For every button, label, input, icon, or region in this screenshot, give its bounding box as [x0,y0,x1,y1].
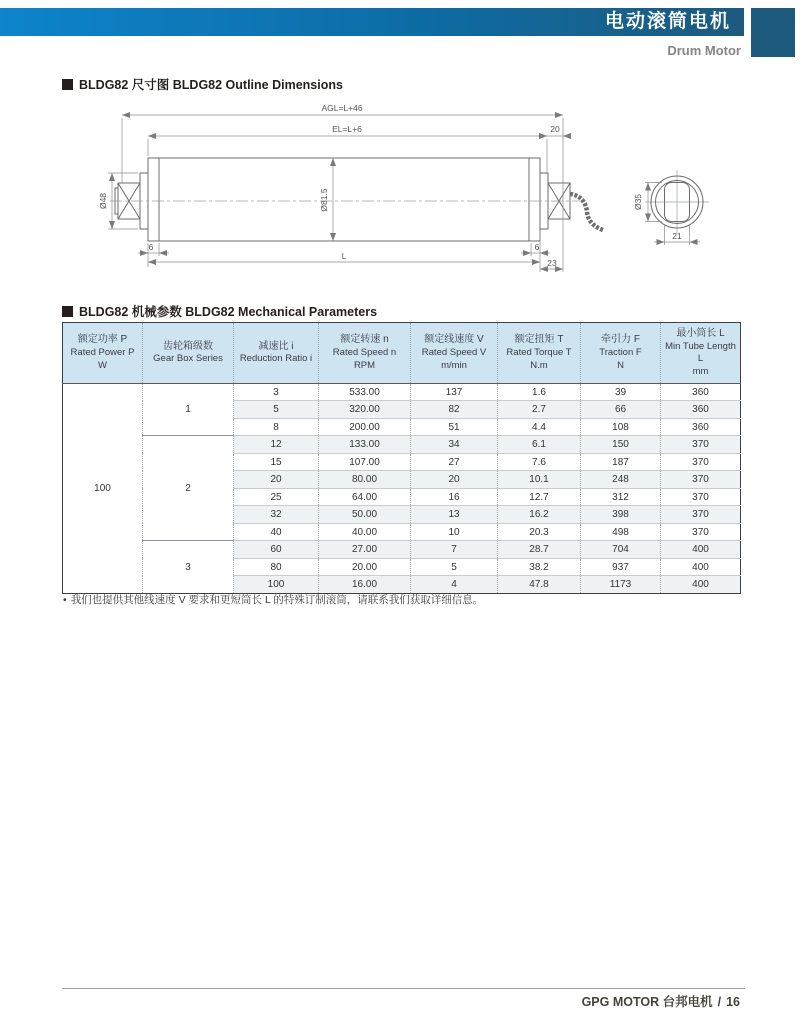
param-cell: 20.3 [498,523,581,541]
footer-separator: / [717,995,722,1009]
param-cell: 12 [234,436,319,454]
param-cell: 360 [661,383,741,401]
param-cell: 108 [581,418,661,436]
dim-label-agl: AGL=L+46 [321,103,363,113]
param-cell: 80.00 [319,471,411,489]
param-cell: 27 [411,453,498,471]
table-row [63,436,741,454]
footer-brand: GPG MOTOR 台邦电机 [581,995,713,1009]
param-cell: 16 [411,488,498,506]
dim-label-d81-5: Ø81.5 [319,188,329,212]
col-header-reduction-ratio: 减速比 i Reduction Ratio i [234,323,319,384]
page-subtitle: Drum Motor [667,43,741,58]
footer-divider [62,988,745,989]
param-cell: 2.7 [498,401,581,419]
param-cell: 498 [581,523,661,541]
param-cell: 50.00 [319,506,411,524]
param-cell: 20 [234,471,319,489]
dim-label-20: 20 [550,124,560,134]
param-cell: 16.2 [498,506,581,524]
param-cell: 82 [411,401,498,419]
table-row [63,383,741,401]
dim-label-L: L [341,251,347,261]
section-bullet-icon [62,306,73,317]
footnote-text: 我们也提供其他线速度 V 要求和更短筒长 L 的特殊订制滚筒，请联系我们获取详细信息。 [70,594,484,606]
param-cell: 400 [661,576,741,594]
param-cell: 7.6 [498,453,581,471]
param-cell: 4.4 [498,418,581,436]
param-cell: 150 [581,436,661,454]
dim-label-6-left: 6 [148,242,154,252]
param-cell: 13 [411,506,498,524]
footnote-bullet: • [63,594,67,606]
drum-body [148,158,540,241]
param-cell: 51 [411,418,498,436]
param-cell: 398 [581,506,661,524]
col-header-rated-power: 额定功率 P Rated Power P W [63,323,143,384]
col-header-line-speed: 额定线速度 V Rated Speed V m/min [411,323,498,384]
param-cell: 100 [234,576,319,594]
param-cell: 370 [661,453,741,471]
dim-label-23: 23 [547,258,557,268]
param-cell: 20 [411,471,498,489]
param-cell: 400 [661,541,741,559]
table-header-row [63,323,741,384]
section-heading-outline [62,75,343,93]
page-title: 电动滚筒电机 [604,11,731,32]
col-header-gearbox-series: 齿轮箱级数 Gear Box Series [143,323,234,384]
param-cell: 15 [234,453,319,471]
param-cell: 12.7 [498,488,581,506]
param-cell: 312 [581,488,661,506]
mechanical-parameters-table [62,322,741,594]
param-cell: 370 [661,506,741,524]
param-cell: 137 [411,383,498,401]
param-cell: 40 [234,523,319,541]
section-heading-outline-text: BLDG82 尺寸图 BLDG82 Outline Dimensions [79,78,343,92]
param-cell: 6.1 [498,436,581,454]
param-cell: 25 [234,488,319,506]
gearbox-series-cell: 3 [143,541,234,594]
param-cell: 3 [234,383,319,401]
param-cell: 133.00 [319,436,411,454]
param-cell: 10 [411,523,498,541]
param-cell: 360 [661,401,741,419]
param-cell: 80 [234,558,319,576]
param-cell: 40.00 [319,523,411,541]
footer [582,992,740,1010]
param-cell: 937 [581,558,661,576]
param-cell: 4 [411,576,498,594]
param-cell: 64.00 [319,488,411,506]
col-header-min-tube-length: 最小筒长 L Min Tube Length L mm [661,323,741,384]
param-cell: 1173 [581,576,661,594]
footnote [63,592,483,607]
param-cell: 370 [661,523,741,541]
dim-label-21: 21 [672,231,682,241]
col-header-traction: 牵引力 F Traction F N [581,323,661,384]
param-cell: 370 [661,488,741,506]
gearbox-series-cell: 2 [143,436,234,541]
param-cell: 187 [581,453,661,471]
table-row [63,541,741,559]
param-cell: 200.00 [319,418,411,436]
dim-label-el: EL=L+6 [332,124,362,134]
dim-label-d35: Ø35 [633,193,643,211]
param-cell: 32 [234,506,319,524]
header-corner-block [751,8,795,57]
col-header-rated-speed: 额定转速 n Rated Speed n RPM [319,323,411,384]
dim-label-6-right: 6 [534,242,540,252]
param-cell: 34 [411,436,498,454]
param-cell: 5 [411,558,498,576]
rated-power-cell: 100 [63,383,143,593]
param-cell: 370 [661,436,741,454]
param-cell: 28.7 [498,541,581,559]
dim-label-d48: Ø48 [98,192,108,210]
param-cell: 248 [581,471,661,489]
param-cell: 27.00 [319,541,411,559]
param-cell: 8 [234,418,319,436]
param-cell: 5 [234,401,319,419]
param-cell: 16.00 [319,576,411,594]
param-cell: 370 [661,471,741,489]
section-heading-parameters-text: BLDG82 机械参数 BLDG82 Mechanical Parameters [79,305,378,319]
cable [570,194,603,230]
param-cell: 107.00 [319,453,411,471]
section-bullet-icon [62,79,73,90]
param-cell: 533.00 [319,383,411,401]
outline-drawing [60,96,740,296]
param-cell: 20.00 [319,558,411,576]
footer-page-number: 16 [726,995,740,1009]
param-cell: 7 [411,541,498,559]
param-cell: 39 [581,383,661,401]
header-bar [0,8,744,36]
param-cell: 60 [234,541,319,559]
param-cell: 10.1 [498,471,581,489]
param-cell: 1.6 [498,383,581,401]
param-cell: 38.2 [498,558,581,576]
param-cell: 320.00 [319,401,411,419]
param-cell: 47.8 [498,576,581,594]
col-header-rated-torque: 额定扭矩 T Rated Torque T N.m [498,323,581,384]
section-heading-parameters [62,302,377,320]
param-cell: 66 [581,401,661,419]
gearbox-series-cell: 1 [143,383,234,436]
param-cell: 704 [581,541,661,559]
param-cell: 400 [661,558,741,576]
param-cell: 360 [661,418,741,436]
